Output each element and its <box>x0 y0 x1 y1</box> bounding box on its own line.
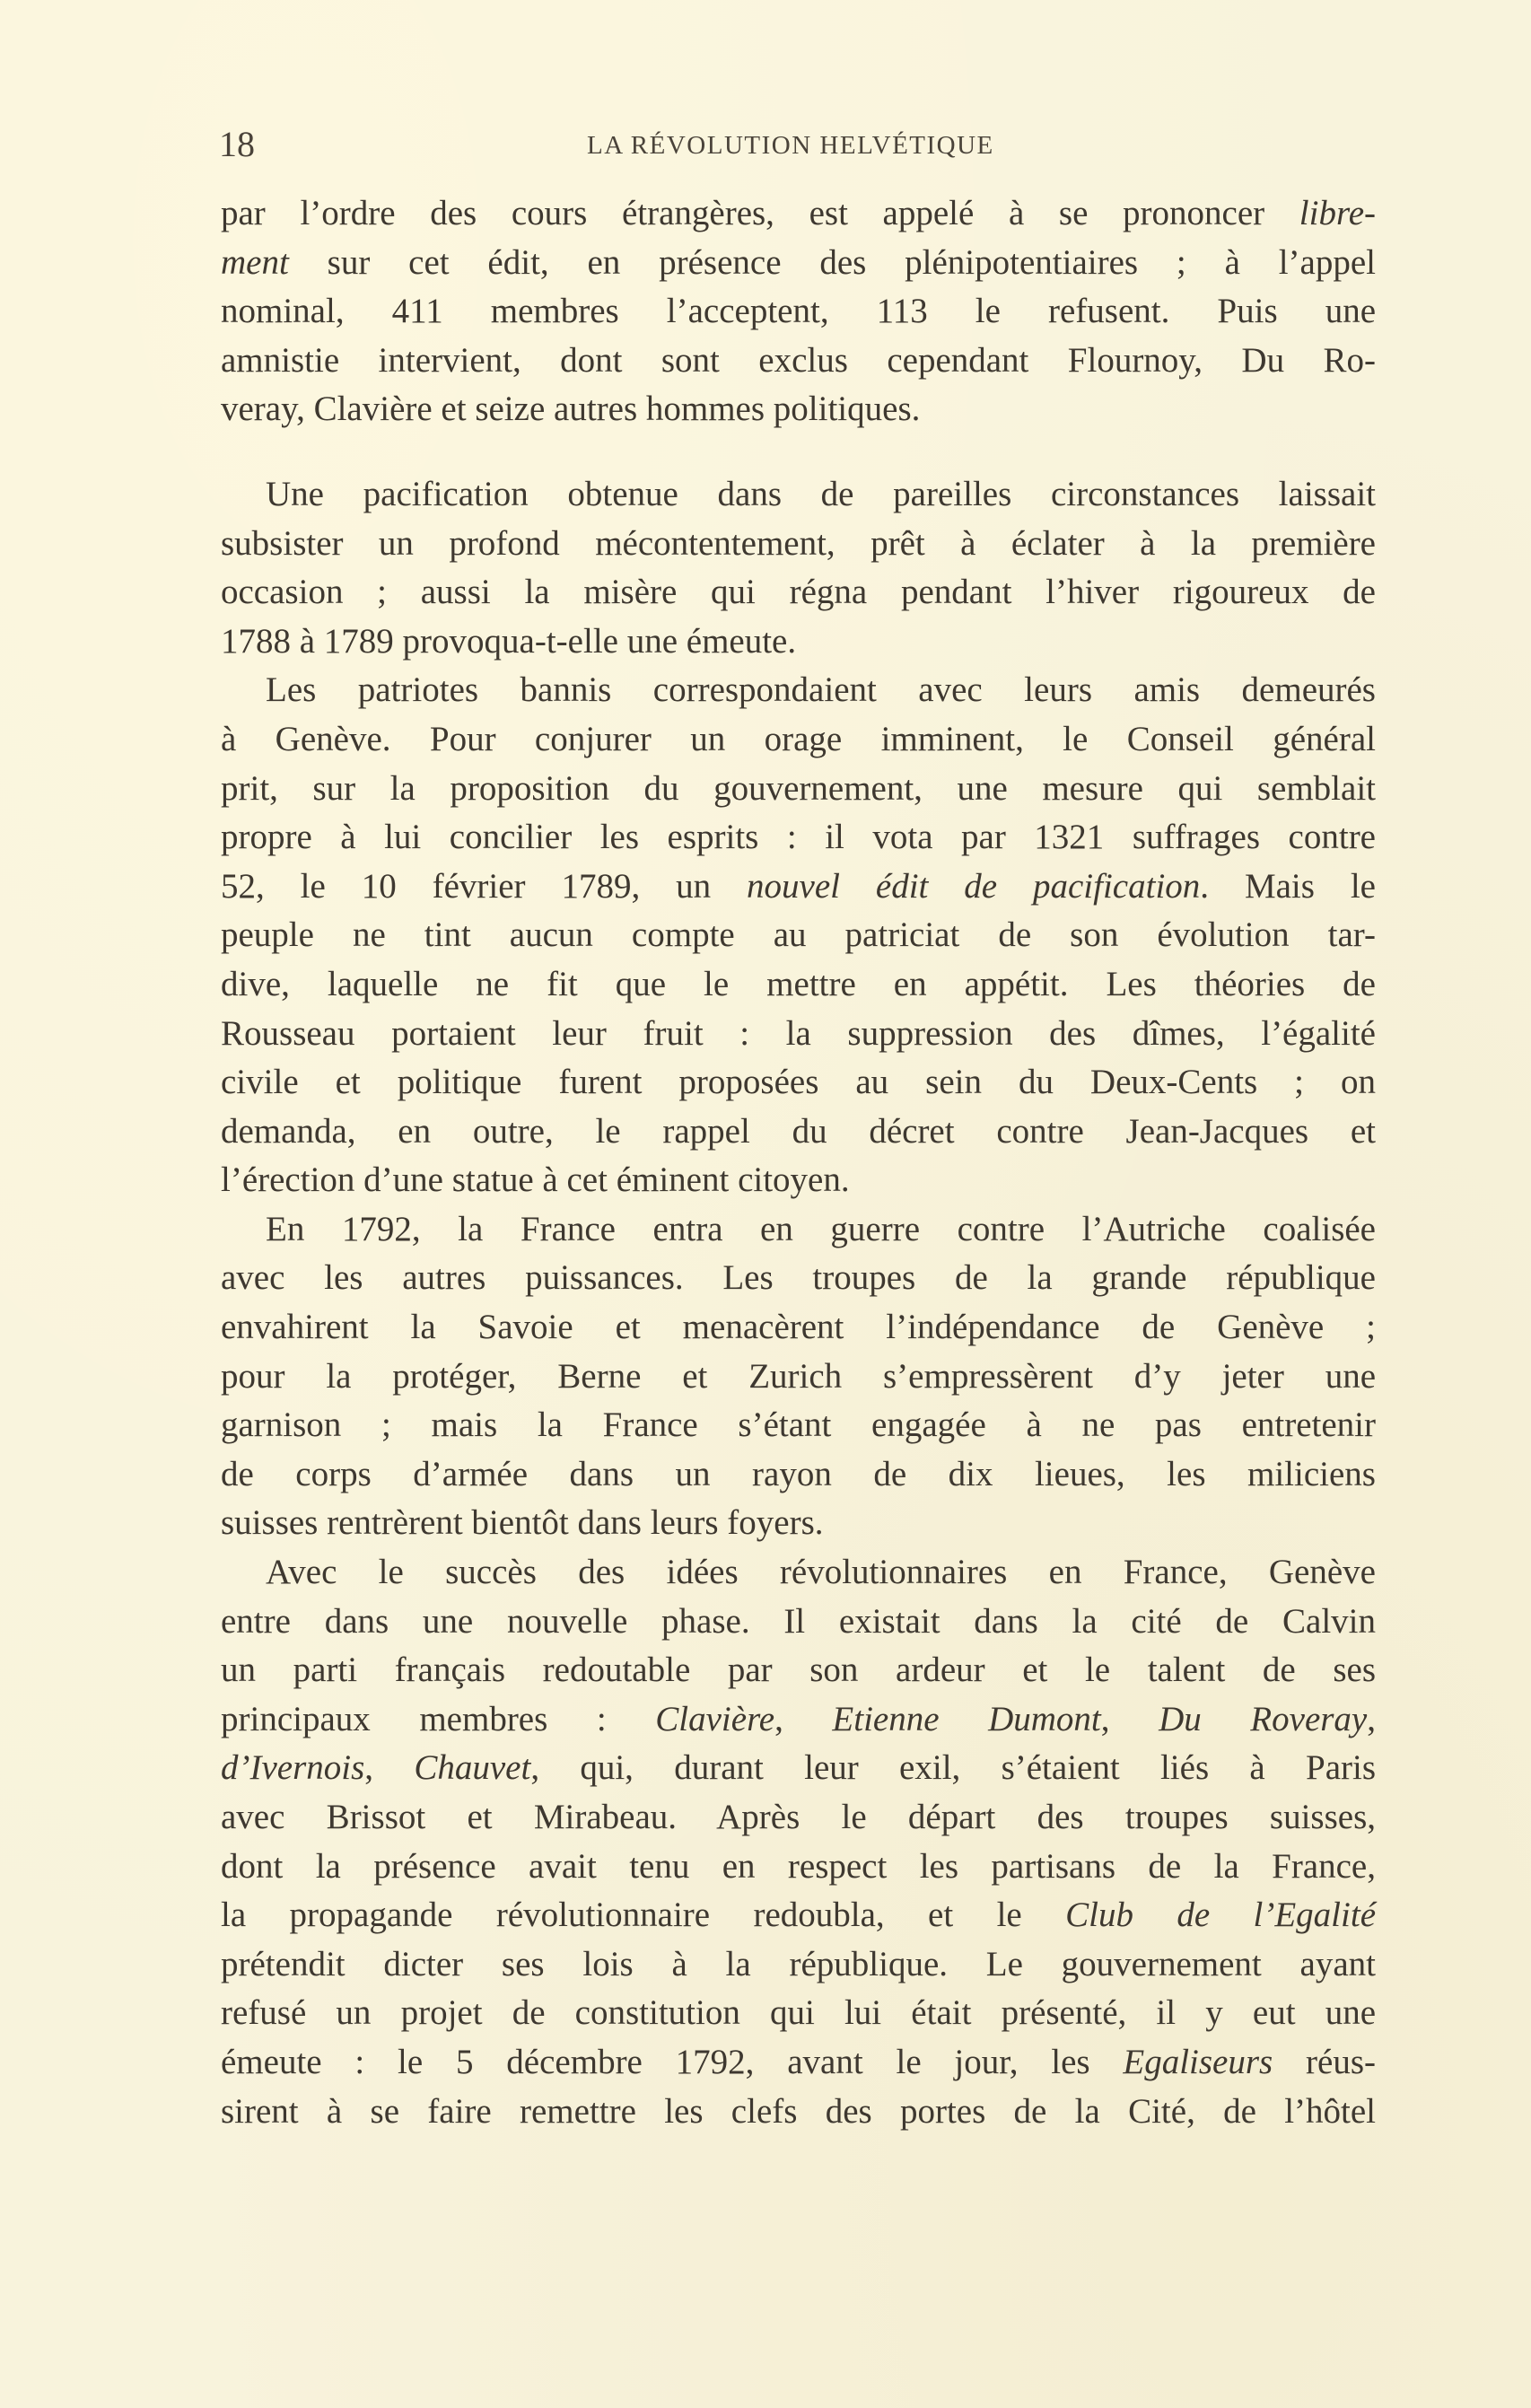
text-run: par l’ordre des cours étrangères, est appelé à se prononcer <box>221 194 1299 232</box>
text-run: émeute : le 5 décembre 1792, avant le jour, les <box>221 2042 1124 2081</box>
text-line <box>221 1646 1376 1695</box>
text-run: Une pacification obtenue dans de pareilles circonstances laissait <box>266 474 1376 513</box>
text-run: Les patriotes bannis correspondaient avec leurs amis demeurés <box>266 670 1376 710</box>
italic-text: Chauvet <box>414 1748 531 1788</box>
body-text <box>221 189 1376 2136</box>
text-line <box>221 568 1376 617</box>
text-line <box>221 1548 1376 1598</box>
text-run: envahirent la Savoie et menacèrent l’indépendance de Genève ; <box>221 1308 1376 1347</box>
text-line <box>221 1010 1376 1059</box>
text-line <box>221 470 1376 520</box>
text-run: prétendit dicter ses lois à la république. Le gouvernement ayant <box>221 1944 1376 1983</box>
text-line <box>221 1303 1376 1353</box>
text-run: occasion ; aussi la misère qui régna pendant l’hiver rigoureux de <box>221 573 1376 612</box>
italic-text: Etienne Dumont <box>832 1699 1101 1738</box>
text-run: Avec le succès des idées révolutionnaires en France, Genève <box>266 1553 1376 1592</box>
text-line <box>221 1793 1376 1843</box>
italic-text: libre- <box>1299 194 1376 232</box>
italic-text: ment <box>221 242 289 282</box>
text-run: réus- <box>1273 2042 1376 2081</box>
text-line <box>221 960 1376 1010</box>
paragraph-gap <box>221 434 1376 470</box>
text-line <box>221 715 1376 765</box>
text-run: demanda, en outre, le rappel du décret contre Jean-Jacques et <box>221 1111 1376 1151</box>
text-line <box>221 1205 1376 1255</box>
text-line <box>221 520 1376 569</box>
text-line <box>221 1353 1376 1402</box>
text-run: , <box>774 1699 833 1738</box>
text-run: dont la présence avait tenu en respect les partisans de la France, <box>221 1846 1376 1886</box>
text-run: nominal, 411 membres l’acceptent, 113 le refusent. Puis une <box>221 292 1376 331</box>
text-run: veray, Clavière et seize autres hommes politiques. <box>221 390 921 429</box>
text-line <box>221 1989 1376 2038</box>
text-run: Rousseau portaient leur fruit : la suppression des dîmes, l’égalité <box>221 1013 1376 1053</box>
text-line <box>221 1450 1376 1500</box>
italic-text: Club de l’Egalité <box>1065 1896 1376 1935</box>
text-line <box>221 863 1376 912</box>
paragraph <box>221 1548 1376 2136</box>
text-line <box>221 337 1376 386</box>
text-run: de corps d’armée dans un rayon de dix lieues, les miliciens <box>221 1454 1376 1493</box>
italic-text: Egaliseurs <box>1123 2042 1273 2081</box>
text-line <box>221 189 1376 239</box>
text-run: refusé un projet de constitution qui lui était présenté, il y eut une <box>221 1993 1376 2033</box>
text-line <box>221 1401 1376 1450</box>
text-run: garnison ; mais la France s’étant engagée à ne pas entretenir <box>221 1405 1376 1445</box>
text-line <box>221 1499 1376 1548</box>
text-line <box>221 1058 1376 1108</box>
text-line <box>221 1598 1376 1647</box>
text-run: subsister un profond mécontentement, prêt à éclater à la première <box>221 523 1376 563</box>
text-line <box>221 1891 1376 1940</box>
text-run: pour la protéger, Berne et Zurich s’empressèrent d’y jeter une <box>221 1356 1376 1396</box>
text-line <box>221 1254 1376 1303</box>
text-run: En 1792, la France entra en guerre contre l’Autriche coalisée <box>266 1209 1376 1248</box>
page-number: 18 <box>219 124 255 164</box>
text-run: un parti français redoutable par son ardeur et le talent de ses <box>221 1651 1376 1690</box>
text-line <box>221 2088 1376 2137</box>
text-run: sur cet édit, en présence des plénipotentiaires ; à l’appel <box>288 242 1376 282</box>
text-line <box>221 666 1376 715</box>
running-head <box>219 122 1301 167</box>
italic-text: d’Ivernois <box>221 1748 365 1788</box>
text-line <box>221 911 1376 960</box>
text-run: , <box>1100 1699 1159 1738</box>
text-run: avec les autres puissances. Les troupes de la grande république <box>221 1258 1376 1298</box>
text-run: , <box>1367 1699 1376 1738</box>
text-run: propre à lui concilier les esprits : il vota par 1321 suffrages contre <box>221 818 1376 857</box>
paragraph <box>221 1205 1376 1548</box>
text-run: suisses rentrèrent bientôt dans leurs foyers. <box>221 1503 824 1543</box>
text-line <box>221 617 1376 667</box>
running-title: LA RÉVOLUTION HELVÉTIQUE <box>587 131 994 160</box>
text-line <box>221 765 1376 814</box>
text-line <box>221 1744 1376 1793</box>
italic-text: Du Roveray <box>1159 1699 1368 1738</box>
text-run: prit, sur la proposition du gouvernement, une mesure qui semblait <box>221 768 1376 808</box>
text-run: l’érection d’une statue à cet éminent citoyen. <box>221 1160 850 1200</box>
text-line <box>221 2038 1376 2088</box>
text-run: 52, le 10 février 1789, un <box>221 866 748 906</box>
text-line <box>221 287 1376 337</box>
text-run: dive, laquelle ne fit que le mettre en appétit. Les théories de <box>221 964 1376 1003</box>
text-line <box>221 1940 1376 1990</box>
text-run: 1788 à 1789 provoqua-t-elle une émeute. <box>221 621 797 661</box>
text-line <box>221 1156 1376 1205</box>
text-run: à Genève. Pour conjurer un orage imminent, le Conseil général <box>221 719 1376 758</box>
text-line <box>221 385 1376 434</box>
paragraph <box>221 189 1376 434</box>
paragraph <box>221 470 1376 666</box>
text-run: avec Brissot et Mirabeau. Après le départ des troupes suisses, <box>221 1798 1376 1836</box>
paragraph <box>221 666 1376 1205</box>
text-line <box>221 1108 1376 1157</box>
text-line <box>221 239 1376 288</box>
text-run: amnistie intervient, dont sont exclus cependant Flournoy, Du Ro- <box>221 340 1376 380</box>
italic-text: nouvel édit de pacification <box>747 866 1201 906</box>
text-run: civile et politique furent proposées au sein du Deux-Cents ; on <box>221 1063 1376 1102</box>
text-run: principaux membres : <box>221 1699 656 1738</box>
text-run: , qui, durant leur exil, s’étaient liés à Paris <box>530 1748 1377 1788</box>
text-run: entre dans une nouvelle phase. Il existait dans la cité de Calvin <box>221 1601 1376 1641</box>
text-line <box>221 813 1376 863</box>
text-run: . Mais le <box>1200 866 1376 906</box>
text-line <box>221 1843 1376 1892</box>
text-run: peuple ne tint aucun compte au patriciat de son évolution tar- <box>221 915 1376 955</box>
italic-text: Clavière <box>655 1699 775 1738</box>
text-run: sirent à se faire remettre les clefs des portes de la Cité, de l’hôtel <box>221 2091 1376 2131</box>
text-run: , <box>364 1748 415 1788</box>
text-run: la propagande révolutionnaire redoubla, et le <box>221 1896 1066 1935</box>
text-line <box>221 1695 1376 1745</box>
